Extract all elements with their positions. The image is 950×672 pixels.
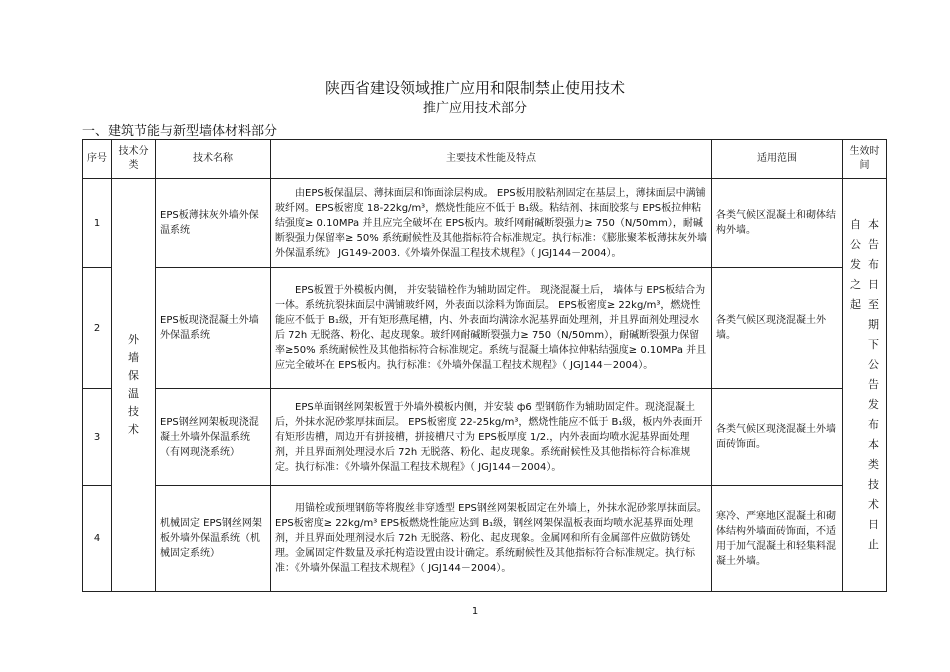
effective-text-col2: 本告布日至期下公告发布本类技术日止 bbox=[868, 218, 879, 551]
header-features: 主要技术性能及特点 bbox=[271, 140, 712, 179]
table-row bbox=[83, 486, 887, 592]
row-name: EPS板薄抹灰外墙外保温系统 bbox=[156, 179, 271, 268]
header-category: 技术分类 bbox=[112, 140, 156, 179]
row-name: EPS板现浇混凝土外墙外保温系统 bbox=[156, 268, 271, 389]
row-name: EPS钢丝网架板现浇混凝土外墙外保温系统（有网现浇系统） bbox=[156, 389, 271, 486]
row-features: 用锚栓或预埋钢筋等将腹丝非穿透型 EPS钢丝网架板固定在外墙上，外抹水泥砂浆厚抹面层。 EPS板密度≥ 22kg/m³ EPS板燃烧性能应达到 B₁级，钢丝网架保温板表面均喷水泥基界面处理剂，并且界面处理剂浸水后 72h 无脱落、粉化、起皮现象。金属网和所有金属部件应做防锈处理。金属固定件数量及承托构造设置由设计确定。系统耐候性及其他指标符合标准规定。执行标准：《外墙外保温工程技术规程》（ JGJ144－2004）。 bbox=[271, 486, 712, 592]
document-subtitle: 推广应用技术部分 bbox=[422, 101, 527, 116]
header-scope: 适用范围 bbox=[712, 140, 843, 179]
section-heading: 一、建筑节能与新型墙体材料部分 bbox=[82, 124, 278, 139]
row-scope: 各类气候区现浇混凝土外墙面砖饰面。 bbox=[712, 389, 843, 486]
row-seq: 1 bbox=[83, 179, 112, 268]
row-scope: 寒冷、严寒地区混凝土和砌体结构外墙面砖饰面，不适用于加气混凝土和轻集料混凝土外墙。 bbox=[712, 486, 843, 592]
table-row bbox=[83, 179, 887, 268]
document-title: 陕西省建设领域推广应用和限制禁止使用技术 bbox=[324, 79, 625, 97]
technology-table bbox=[82, 139, 887, 592]
table-header-row bbox=[83, 140, 887, 179]
header-name: 技术名称 bbox=[156, 140, 271, 179]
effective-text-col1: 自公发之起 bbox=[850, 218, 861, 311]
row-features: 由EPS板保温层、薄抹面层和饰面涂层构成。 EPS板用胶粘剂固定在基层上，薄抹面层中满铺玻纤网。EPS板密度 18-22kg/m³，燃烧性能应不低于 B₁级。粘结剂、抹面胶浆与 EPS板拉伸粘结强度≥ 0.10MPa 并且应完全破坏在 EPS板内。玻纤网耐碱断裂强力≥ 750（N/50mm），耐碱断裂强力保留率≥ 50% 系统耐候性及其他指标符合标准规定。执行标准：《膨胀聚苯板薄抹灰外墙外保温系统》 JG149-2003.《外墙外保温工程技术规程》（ JGJ144－2004）。 bbox=[271, 179, 712, 268]
row-scope: 各类气候区混凝土和砌体结构外墙。 bbox=[712, 179, 843, 268]
row-seq: 2 bbox=[83, 268, 112, 389]
category-cell bbox=[112, 179, 156, 592]
row-features: EPS单面钢丝网架板置于外墙外模板内侧，并安装 ф6 型钢筋作为辅助固定件。现浇混凝土后，外抹水泥砂浆厚抹面层。 EPS板密度 22-25kg/m³，燃烧性能应不低于 B₁级，板内外表面开有矩形齿槽，周边开有拼接槽，拼接槽尺寸为 EPS板厚度 1/2.，内外表面均喷水泥基界面处理剂，并且界面剂处理浸水后 72h 无脱落、粉化、起皮现象。系统耐候性及其他指标符合标准规定。执行标准：《外墙外保温工程技术规程》（ JGJ144－2004）。 bbox=[271, 389, 712, 486]
row-seq: 3 bbox=[83, 389, 112, 486]
table-row bbox=[83, 389, 887, 486]
header-seq: 序号 bbox=[83, 140, 112, 179]
row-scope: 各类气候区现浇混凝土外墙。 bbox=[712, 268, 843, 389]
header-effective: 生效时间 bbox=[843, 140, 887, 179]
row-seq: 4 bbox=[83, 486, 112, 592]
effective-cell bbox=[843, 179, 887, 592]
table-row bbox=[83, 268, 887, 389]
row-features: EPS板置于外模板内侧， 并安装锚栓作为辅助固定件。 现浇混凝土后， 墙体与 EPS板结合为一体。系统抗裂抹面层中满铺玻纤网，外表面以涂料为饰面层。 EPS板密度≥ 22kg/m³，燃烧性能应不低于 B₁级，开有矩形燕尾槽，内、外表面均满涂水泥基界面处理剂，并且界面剂处理浸水后 72h 无脱落、粉化、起皮现象。玻纤网耐碱断裂强力≥ 750（N/50mm），耐碱断裂强力保留率≥50% 系统耐候性及其他指标符合标准规定。系统与混凝土墙体拉伸粘结强度≥ 0.10MPa 并且应完全破坏在 EPS板内。执行标准：《外墙外保温工程技术规程》（ JGJ144－2004）。 bbox=[271, 268, 712, 389]
category-text: 外墙保温技术 bbox=[128, 333, 139, 436]
page-number: 1 bbox=[471, 606, 479, 617]
row-name: 机械固定 EPS钢丝网架板外墙外保温系统（机械固定系统） bbox=[156, 486, 271, 592]
